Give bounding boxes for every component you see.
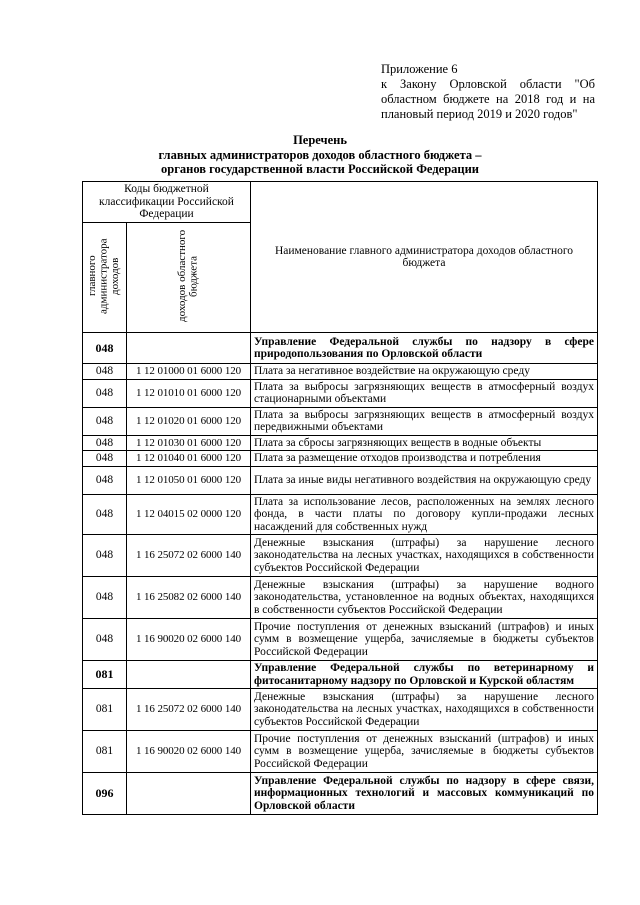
admin-code-cell: 048 [83,466,127,494]
title-line-2: главных администраторов доходов областного бюджета – [158,147,482,162]
administrators-table [82,181,598,815]
table-row [83,379,598,407]
admin-code-cell: 048 [83,379,127,407]
table-row [83,435,598,451]
income-code-cell: 1 12 01040 01 6000 120 [127,451,251,467]
table-row [83,619,598,661]
header-admin-code: главного администратора доходов [83,222,127,333]
income-code-cell: 1 16 25072 02 6000 140 [127,535,251,577]
header-income-code: доходов областного бюджета [127,222,251,333]
table-row [83,689,598,731]
appendix-law-reference: к Закону Орловской области "Об областном бюджете на 2018 год и на плановый период 2019 и 2020 годов" [381,77,595,121]
header-codes-group: Коды бюджетной классификации Российской Федерации [83,182,251,223]
income-code-cell: 1 12 01020 01 6000 120 [127,407,251,435]
income-name-cell: Прочие поступления от денежных взысканий (штрафов) и иных сумм в возмещение ущерба, зачисляемые в бюджеты субъектов Российской Федерации [251,619,598,661]
table-row [83,731,598,773]
income-name-cell: Денежные взыскания (штрафы) за нарушение водного законодательства, установленное на водных объектах, находящихся в собственности субъектов Российской Федерации [251,577,598,619]
income-name-cell: Плата за сбросы загрязняющих веществ в водные объекты [251,435,598,451]
income-code-cell: 1 12 01010 01 6000 120 [127,379,251,407]
table-row [83,535,598,577]
table-row [83,364,598,380]
income-name-cell: Плата за выбросы загрязняющих веществ в атмосферный воздух передвижными объектами [251,407,598,435]
table-row [83,494,598,535]
admin-code-cell: 081 [83,661,127,689]
table-header-row [83,182,598,223]
document-title [60,133,580,177]
admin-code-cell: 048 [83,619,127,661]
income-code-cell [127,773,251,815]
table-row [83,773,598,815]
table-row [83,661,598,689]
income-name-cell: Денежные взыскания (штрафы) за нарушение лесного законодательства на лесных участках, находящихся в собственности субъектов Российской Федерации [251,689,598,731]
income-code-cell: 1 12 01050 01 6000 120 [127,466,251,494]
income-name-cell: Плата за иные виды негативного воздействия на окружающую среду [251,466,598,494]
table-row [83,577,598,619]
administrator-name-cell: Управление Федеральной службы по ветеринарному и фитосанитарному надзору по Орловской и Курской областям [251,661,598,689]
admin-code-cell: 048 [83,494,127,535]
admin-code-cell: 048 [83,451,127,467]
admin-code-cell: 048 [83,535,127,577]
income-code-cell: 1 16 25082 02 6000 140 [127,577,251,619]
income-code-cell: 1 12 01000 01 6000 120 [127,364,251,380]
income-code-cell: 1 16 90020 02 6000 140 [127,619,251,661]
admin-code-cell: 048 [83,407,127,435]
admin-code-cell: 081 [83,731,127,773]
income-name-cell: Прочие поступления от денежных взысканий (штрафов) и иных сумм в возмещение ущерба, зачисляемые в бюджеты субъектов Российской Федерации [251,731,598,773]
title-line-1: Перечень [293,133,347,147]
income-name-cell: Денежные взыскания (штрафы) за нарушение лесного законодательства на лесных участках, находящихся в собственности субъектов Российской Федерации [251,535,598,577]
admin-code-cell: 048 [83,435,127,451]
table-row [83,451,598,467]
income-name-cell: Плата за негативное воздействие на окружающую среду [251,364,598,380]
administrator-name-cell: Управление Федеральной службы по надзору в сфере природопользования по Орловской области [251,333,598,364]
table-row [83,407,598,435]
income-name-cell: Плата за использование лесов, расположенных на землях лесного фонда, в части платы по договору купли-продажи лесных насаждений для собственных нужд [251,494,598,535]
header-administrator-name: Наименование главного администратора доходов областного бюджета [251,182,598,333]
admin-code-cell: 096 [83,773,127,815]
income-code-cell [127,333,251,364]
table-body [83,333,598,815]
income-code-cell: 1 12 01030 01 6000 120 [127,435,251,451]
admin-code-cell: 081 [83,689,127,731]
title-line-3: органов государственной власти Российской Федерации [161,162,479,176]
table-row [83,466,598,494]
administrator-name-cell: Управление Федеральной службы по надзору в сфере связи, информационных технологий и массовых коммуникаций по Орловской области [251,773,598,815]
income-name-cell: Плата за размещение отходов производства и потребления [251,451,598,467]
income-code-cell [127,661,251,689]
admin-code-cell: 048 [83,364,127,380]
appendix-number: Приложение 6 [381,62,458,76]
table-row [83,333,598,364]
income-code-cell: 1 16 25072 02 6000 140 [127,689,251,731]
appendix-note [381,62,595,122]
admin-code-cell: 048 [83,577,127,619]
admin-code-cell: 048 [83,333,127,364]
income-name-cell: Плата за выбросы загрязняющих веществ в атмосферный воздух стационарными объектами [251,379,598,407]
income-code-cell: 1 12 04015 02 0000 120 [127,494,251,535]
income-code-cell: 1 16 90020 02 6000 140 [127,731,251,773]
